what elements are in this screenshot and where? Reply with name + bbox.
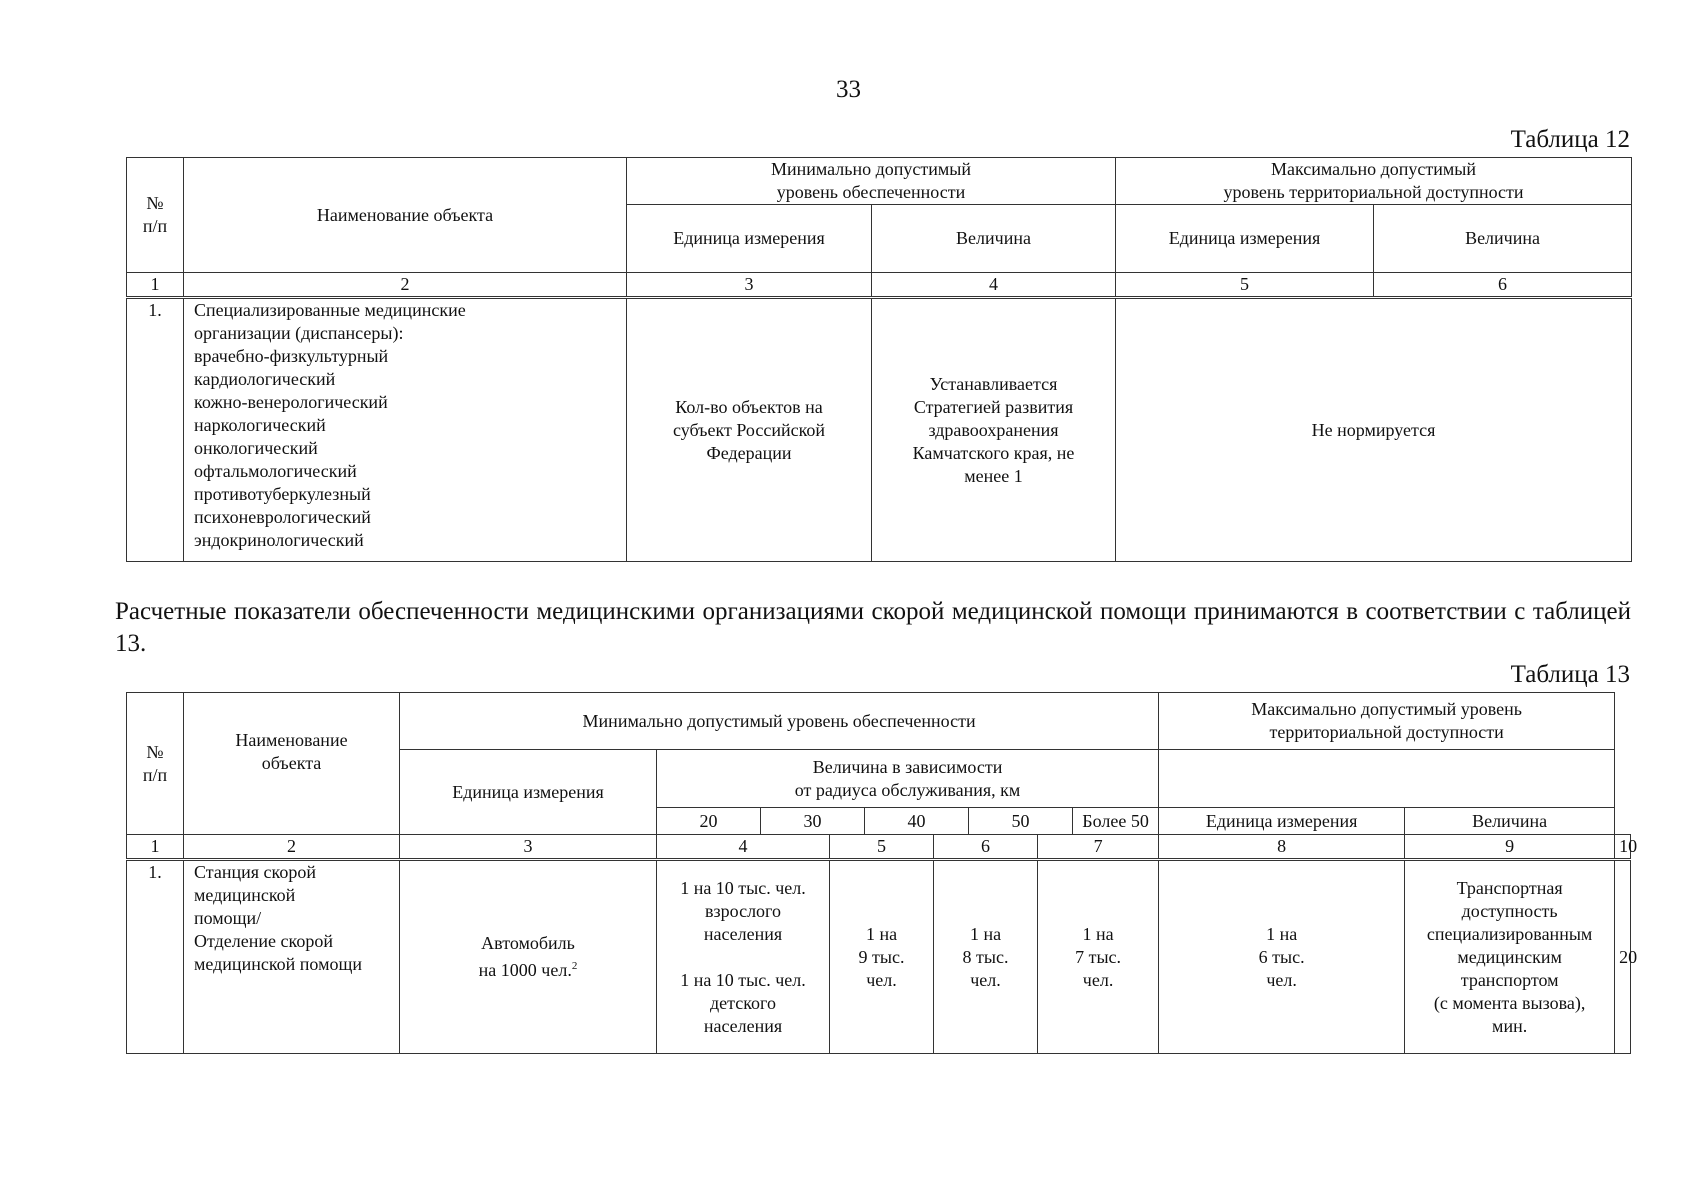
t13-header-min: Минимально допустимый уровень обеспеченности xyxy=(400,693,1159,750)
t13-col-number: 1 xyxy=(127,835,184,860)
t12-row-value: Устанавливается Стратегией развития здравоохранения Камчатского края, не менее 1 xyxy=(872,298,1116,562)
t12-col-number: 2 xyxy=(184,273,627,298)
paragraph: Расчетные показатели обеспеченности медицинскими организациями скорой медицинской помощи принимаются в соответствии с таблицей 13. xyxy=(115,598,1631,657)
t12-header-name: Наименование объекта xyxy=(184,158,627,273)
t13-col-number: 5 xyxy=(830,835,934,860)
t13-header-num: № п/п xyxy=(127,693,184,835)
t13-row-c8: 1 на 6 тыс. чел. xyxy=(1159,860,1405,1054)
t13-row-unit xyxy=(400,860,657,1054)
footnote-marker: 2 xyxy=(571,960,578,972)
t12-header-unit: Единица измерения xyxy=(627,205,872,273)
t13-row-c9: Транспортная доступность специализированным медицинским транспортом (с момента вызова), мин. xyxy=(1405,860,1615,1054)
t13-radius-50: 50 xyxy=(969,808,1073,835)
t13-row-name: Станция скорой медицинской помощи/ Отделение скорой медицинской помощи xyxy=(184,860,400,1054)
t12-col-number: 4 xyxy=(872,273,1116,298)
t13-header-name: Наименование объекта xyxy=(184,693,400,835)
table-12 xyxy=(126,157,1632,562)
t12-col-number: 6 xyxy=(1374,273,1632,298)
t13-col-number: 6 xyxy=(934,835,1038,860)
page-number: 33 xyxy=(836,76,861,103)
t13-row-unit-text: Автомобиль на 1000 чел. xyxy=(478,933,575,980)
t12-header-value: Величина xyxy=(872,205,1116,273)
t13-col-number: 9 xyxy=(1405,835,1615,860)
t12-col-number: 5 xyxy=(1116,273,1374,298)
t12-row-num: 1. xyxy=(127,298,184,562)
t13-header-unit2: Единица измерения xyxy=(1159,808,1405,835)
t12-header-value-max: Величина xyxy=(1374,205,1632,273)
t12-header-min: Минимально допустимый уровень обеспеченности xyxy=(627,158,1116,205)
t13-header-empty xyxy=(1159,750,1615,808)
t13-col-number: 3 xyxy=(400,835,657,860)
t13-col-number: 10 xyxy=(1615,835,1631,860)
t12-row-unit: Кол-во объектов на субъект Российской Федерации xyxy=(627,298,872,562)
t12-row-max: Не нормируется xyxy=(1116,298,1632,562)
t13-row-c4: 1 на 10 тыс. чел. взрослого населения 1 на 10 тыс. чел. детского населения xyxy=(657,860,830,1054)
t13-header-unit: Единица измерения xyxy=(400,750,657,835)
t12-col-number: 3 xyxy=(627,273,872,298)
t13-radius-over-50: Более 50 xyxy=(1073,808,1159,835)
table13-caption: Таблица 13 xyxy=(1510,661,1630,688)
t13-col-number: 2 xyxy=(184,835,400,860)
t12-row-name: Специализированные медицинские организации (диспансеры): врачебно-физкультурный кардиологический кожно-венерологический наркологический онкологический офтальмологический противотуберкулезный психоневрологический эндокринологический xyxy=(184,298,627,562)
t13-radius-40: 40 xyxy=(865,808,969,835)
t13-header-value2: Величина xyxy=(1405,808,1615,835)
table-13 xyxy=(126,692,1638,1054)
t13-header-dependency: Величина в зависимости от радиуса обслуживания, км xyxy=(657,750,1159,808)
t13-col-number: 8 xyxy=(1159,835,1405,860)
t12-header-num: № п/п xyxy=(127,158,184,273)
t13-row-num: 1. xyxy=(127,860,184,1054)
table12-caption: Таблица 12 xyxy=(1510,126,1630,153)
t13-col-number: 7 xyxy=(1038,835,1159,860)
t13-radius-30: 30 xyxy=(761,808,865,835)
t12-col-number: 1 xyxy=(127,273,184,298)
t13-row-c6: 1 на 8 тыс. чел. xyxy=(934,860,1038,1054)
t13-header-max: Максимально допустимый уровень территориальной доступности xyxy=(1159,693,1615,750)
t13-row-c7: 1 на 7 тыс. чел. xyxy=(1038,860,1159,1054)
t13-radius-20: 20 xyxy=(657,808,761,835)
t13-row-c10: 20 xyxy=(1615,860,1631,1054)
t13-col-number: 4 xyxy=(657,835,830,860)
t12-header-max: Максимально допустимый уровень территориальной доступности xyxy=(1116,158,1632,205)
t12-header-unit-max: Единица измерения xyxy=(1116,205,1374,273)
t13-row-c5: 1 на 9 тыс. чел. xyxy=(830,860,934,1054)
